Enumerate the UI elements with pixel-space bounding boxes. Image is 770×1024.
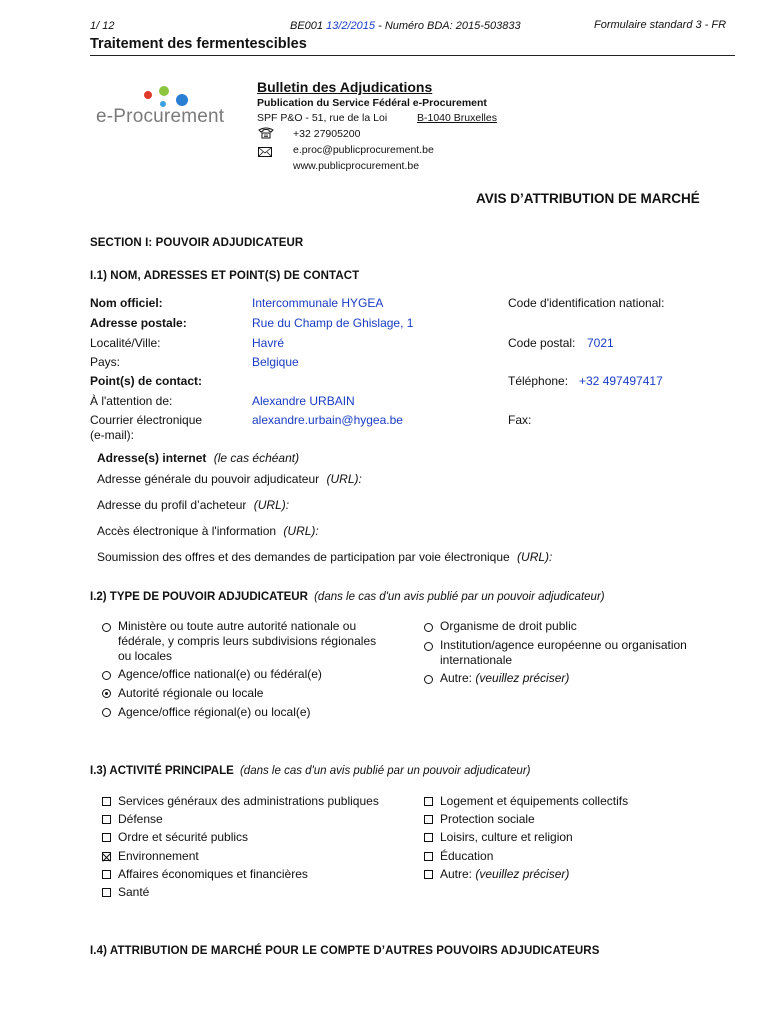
option-institution-line1: Institution/agence européenne ou organisation [440, 638, 687, 652]
internet-title-text: Adresse(s) internet [97, 451, 207, 465]
option-ordre-securite: Ordre et sécurité publics [118, 830, 249, 844]
i2-heading [90, 591, 605, 603]
option-loisirs: Loisirs, culture et religion [440, 830, 573, 844]
internet-title-note: (le cas échéant) [213, 451, 300, 465]
logo-dot-blue [176, 94, 188, 106]
label-email-line1: Courrier électronique [90, 413, 203, 427]
checkbox-defense[interactable] [102, 815, 111, 824]
url-access-suffix: (URL): [283, 524, 319, 538]
i2-note: (dans le cas d'un avis publié par un pouvoir adjudicateur) [314, 591, 605, 603]
radio-organisme-droit-public[interactable] [424, 623, 433, 632]
option-defense: Défense [118, 812, 163, 826]
radio-agence-regionale[interactable] [102, 708, 111, 717]
logo-text: e-Procurement [96, 106, 225, 127]
doc-date: 13/2/2015 [326, 20, 376, 32]
value-attention: Alexandre URBAIN [252, 394, 355, 408]
i3-title: I.3) ACTIVITÉ PRINCIPALE [90, 765, 234, 777]
i3-heading [90, 765, 530, 777]
option-institution-line2: internationale [440, 653, 513, 667]
option-autre-activite [440, 867, 569, 882]
label-national-id: Code d'identification national: [508, 296, 665, 310]
notice-title: AVIS D’ATTRIBUTION DE MARCHÉ [476, 191, 700, 206]
radio-autorite-regionale[interactable] [102, 689, 111, 698]
label-country: Pays: [90, 355, 121, 369]
bulletin-website[interactable]: www.publicprocurement.be [293, 160, 420, 172]
checkbox-ordre-securite[interactable] [102, 833, 111, 842]
option-ministere-line1: Ministère ou toute autre autorité nationale ou [118, 619, 357, 633]
form-type: Formulaire standard 3 - FR [594, 19, 727, 31]
url-buyer-label: Adresse du profil d’acheteur [97, 498, 247, 512]
section-i-title: SECTION I: POUVOIR ADJUDICATEUR [90, 237, 304, 249]
envelope-icon [258, 146, 272, 156]
document-title: Traitement des fermentescibles [90, 36, 307, 52]
bulletin-phone: +32 27905200 [293, 128, 361, 140]
option-autre-activite-label: Autre: [440, 867, 473, 881]
option-environnement: Environnement [118, 849, 199, 863]
bulletin-email[interactable]: e.proc@publicprocurement.be [293, 144, 434, 156]
checkbox-autre-activite[interactable] [424, 870, 433, 879]
label-email-line2: (e-mail): [90, 428, 134, 442]
url-access-label: Accès électronique à l'information [97, 524, 277, 538]
bulletin-subtitle: Publication du Service Fédéral e-Procurement [257, 97, 487, 109]
option-autre-activite-note: (veuillez préciser) [475, 867, 570, 881]
url-buyer-profile [97, 498, 289, 512]
label-contact-points: Point(s) de contact: [90, 374, 203, 388]
i4-title: I.4) ATTRIBUTION DE MARCHÉ POUR LE COMPTE D’AUTRES POUVOIRS ADJUDICATEURS [90, 945, 600, 957]
option-agence-regionale: Agence/office régional(e) ou local(e) [118, 705, 311, 719]
checkbox-environnement[interactable] [102, 852, 111, 861]
option-education: Éducation [440, 849, 494, 863]
e-procurement-logo [90, 82, 230, 132]
option-ministere-line3: ou locales [118, 649, 173, 663]
checkbox-education[interactable] [424, 852, 433, 861]
header-divider [90, 55, 735, 56]
checkbox-affaires-economiques[interactable] [102, 870, 111, 879]
url-submission-suffix: (URL): [517, 550, 553, 564]
value-email[interactable]: alexandre.urbain@hygea.be [252, 413, 403, 427]
radio-agence-nationale[interactable] [102, 671, 111, 680]
i2-title: I.2) TYPE DE POUVOIR ADJUDICATEUR [90, 591, 308, 603]
checkbox-services-generaux[interactable] [102, 797, 111, 806]
value-official-name: Intercommunale HYGEA [252, 296, 384, 310]
value-postcode: 7021 [587, 336, 614, 350]
url-submission [97, 550, 552, 564]
option-affaires-economiques: Affaires économiques et financières [118, 867, 308, 881]
phone-icon [257, 127, 275, 139]
option-ministere [118, 619, 376, 664]
url-submission-label: Soumission des offres et des demandes de participation par voie électronique [97, 550, 510, 564]
url-buyer-suffix: (URL): [253, 498, 290, 512]
option-sante: Santé [118, 885, 150, 899]
option-ministere-line2: fédérale, y compris leurs subdivisions régionales [118, 634, 377, 648]
option-logement: Logement et équipements collectifs [440, 794, 629, 808]
checkbox-sante[interactable] [102, 888, 111, 897]
label-attention: À l'attention de: [90, 394, 173, 408]
value-country: Belgique [252, 355, 299, 369]
radio-autre-type[interactable] [424, 675, 433, 684]
checkbox-protection-sociale[interactable] [424, 815, 433, 824]
url-general-label: Adresse générale du pouvoir adjudicateur [97, 472, 320, 486]
radio-ministere[interactable] [102, 623, 111, 632]
option-autre-type-note: (veuillez préciser) [475, 671, 570, 685]
option-organisme-droit-public: Organisme de droit public [440, 619, 577, 633]
option-autorite-regionale: Autorité régionale ou locale [118, 686, 264, 700]
label-locality: Localité/Ville: [90, 336, 161, 350]
bulletin-address: SPF P&O - 51, rue de la Loi [257, 112, 388, 124]
logo-dot-green [159, 86, 169, 96]
option-agence-nationale: Agence/office national(e) ou fédéral(e) [118, 667, 322, 681]
radio-institution-europeenne[interactable] [424, 642, 433, 651]
label-phone: Téléphone: [508, 374, 569, 388]
page-number: 1/ 12 [90, 20, 115, 32]
option-services-generaux: Services généraux des administrations publiques [118, 794, 379, 808]
checkbox-loisirs[interactable] [424, 833, 433, 842]
label-official-name: Nom officiel: [90, 296, 163, 310]
internet-title [97, 451, 299, 465]
logo-dot-red [144, 91, 152, 99]
option-autre-type [440, 671, 569, 686]
i3-note: (dans le cas d'un avis publié par un pouvoir adjudicateur) [239, 765, 531, 777]
option-protection-sociale: Protection sociale [440, 812, 535, 826]
bulletin-city: B-1040 Bruxelles [417, 112, 497, 124]
option-institution-europeenne [440, 638, 687, 668]
label-fax: Fax: [508, 413, 532, 427]
doc-code: BE001 [290, 20, 324, 32]
doc-reference [290, 20, 521, 32]
url-general [97, 472, 362, 486]
label-postal-address: Adresse postale: [90, 316, 187, 330]
bulletin-title: Bulletin des Adjudications [257, 79, 433, 95]
bda-number: - Numéro BDA: 2015-503833 [378, 20, 521, 32]
label-postcode: Code postal: [508, 336, 576, 350]
url-general-suffix: (URL): [326, 472, 362, 486]
url-electronic-access [97, 524, 319, 538]
value-locality: Havré [252, 336, 285, 350]
value-phone: +32 497497417 [579, 374, 663, 388]
option-autre-type-label: Autre: [440, 671, 473, 685]
value-postal-address: Rue du Champ de Ghislage, 1 [252, 316, 414, 330]
checkbox-logement[interactable] [424, 797, 433, 806]
i1-title: I.1) NOM, ADRESSES ET POINT(S) DE CONTACT [90, 270, 360, 282]
